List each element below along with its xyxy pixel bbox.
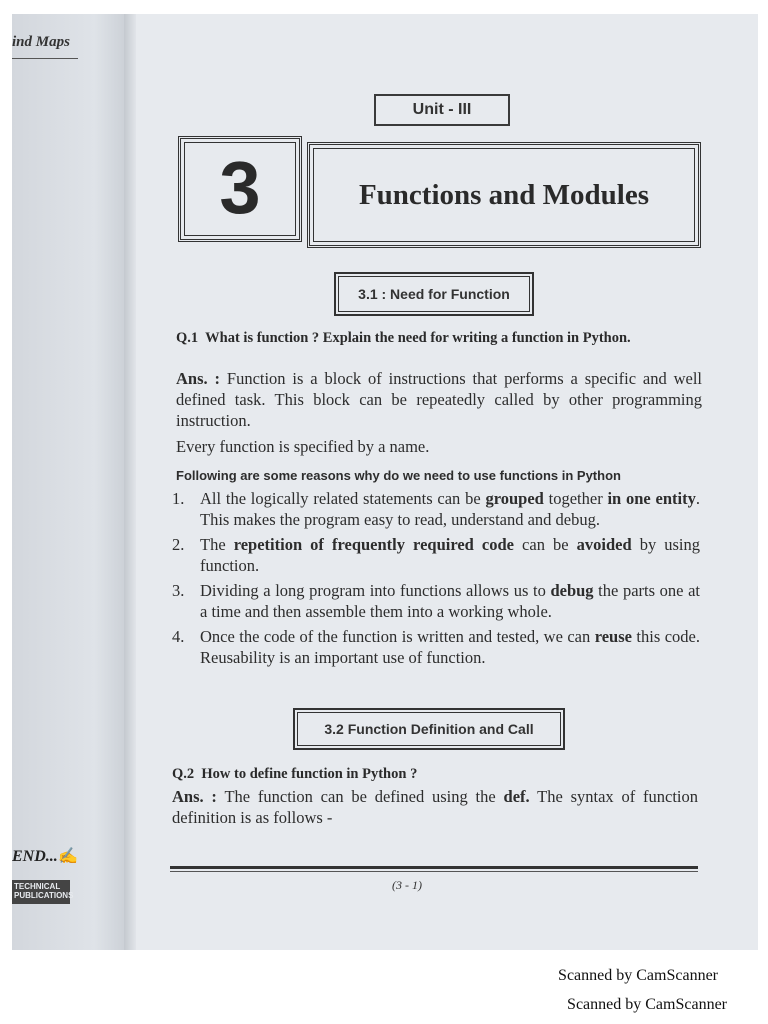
reason-text: together — [543, 489, 608, 508]
reason-emphasis: debug — [550, 581, 594, 600]
question-2 — [172, 766, 692, 783]
left-page — [12, 14, 130, 950]
reasons-list — [172, 488, 700, 672]
reason-emphasis: in one entity — [607, 489, 696, 508]
chapter-title: Functions and Modules — [307, 142, 701, 248]
answer-2-label: Ans. : — [172, 787, 217, 806]
question-2-label: Q.2 — [172, 766, 195, 782]
reasons-heading: Following are some reasons why do we need to use functions in Python — [176, 468, 621, 483]
answer-2-pre: The function can be defined using the — [224, 787, 504, 806]
reason-text: can be — [514, 535, 577, 554]
reason-text: by using function. — [200, 535, 700, 575]
reason-emphasis: avoided — [576, 535, 632, 554]
footer-rule — [170, 866, 698, 869]
reason-text: Dividing a long program into functions allows us to — [200, 581, 551, 600]
reason-text: . This makes the program easy to read, understand and debug. — [200, 489, 700, 529]
reason-item — [172, 580, 700, 622]
pen-icon: ✍ — [58, 848, 78, 865]
scanner-watermark-2: Scanned by CamScanner — [567, 996, 727, 1013]
unit-label: Unit - III — [374, 94, 510, 126]
section-heading-3-1: 3.1 : Need for Function — [334, 272, 534, 316]
every-function-line: Every function is specified by a name. — [176, 437, 430, 456]
scanned-book-photo — [12, 14, 758, 950]
reason-text: this code. Reusability is an important use of function. — [200, 627, 700, 667]
question-1-label: Q.1 — [176, 330, 199, 346]
answer-1-label: Ans. : — [176, 369, 221, 388]
reason-text: The — [200, 535, 234, 554]
reason-number: 3. — [172, 581, 185, 600]
chapter-number: 3 — [178, 136, 302, 242]
publisher-logo — [12, 880, 74, 904]
reason-number: 1. — [172, 489, 185, 508]
answer-2-post: The syntax of function definition is as follows - — [172, 787, 698, 827]
answer-1 — [176, 368, 702, 431]
reason-emphasis: grouped — [485, 489, 544, 508]
answer-2-keyword: def. — [503, 787, 530, 806]
answer-1-text: Function is a block of instructions that performs a specific and well defined task. This block can be repeatedly called by other programming instruction. — [176, 369, 703, 430]
question-1-text: What is function ? Explain the need for writing a function in Python. — [205, 330, 631, 346]
reason-text: Once the code of the function is written and tested, we can — [200, 627, 595, 646]
page-number: (3 - 1) — [392, 878, 422, 892]
reason-text: All the logically related statements can be — [200, 489, 486, 508]
reason-number: 2. — [172, 535, 185, 554]
reason-number: 4. — [172, 627, 185, 646]
section-heading-3-2: 3.2 Function Definition and Call — [293, 708, 565, 750]
header-rule — [12, 58, 78, 59]
footer-rule-thin — [170, 871, 698, 872]
question-2-text: How to define function in Python ? — [201, 766, 418, 782]
reason-item — [172, 488, 700, 530]
logo-line-2: PUBLICATIONS — [14, 891, 74, 900]
answer-2 — [172, 786, 698, 828]
question-1 — [176, 330, 702, 347]
running-header-fragment: ind Maps — [12, 34, 70, 50]
reason-text: the parts one at a time and then assemble them into a working whole. — [200, 581, 700, 621]
reason-item — [172, 534, 700, 576]
scanner-watermark-1: Scanned by CamScanner — [558, 967, 718, 984]
reason-emphasis: reuse — [594, 627, 632, 646]
reason-emphasis: repetition of frequently required code — [233, 535, 514, 554]
end-marker: END... — [12, 848, 58, 865]
logo-line-1: TECHNICAL — [14, 882, 61, 891]
reason-item — [172, 626, 700, 668]
